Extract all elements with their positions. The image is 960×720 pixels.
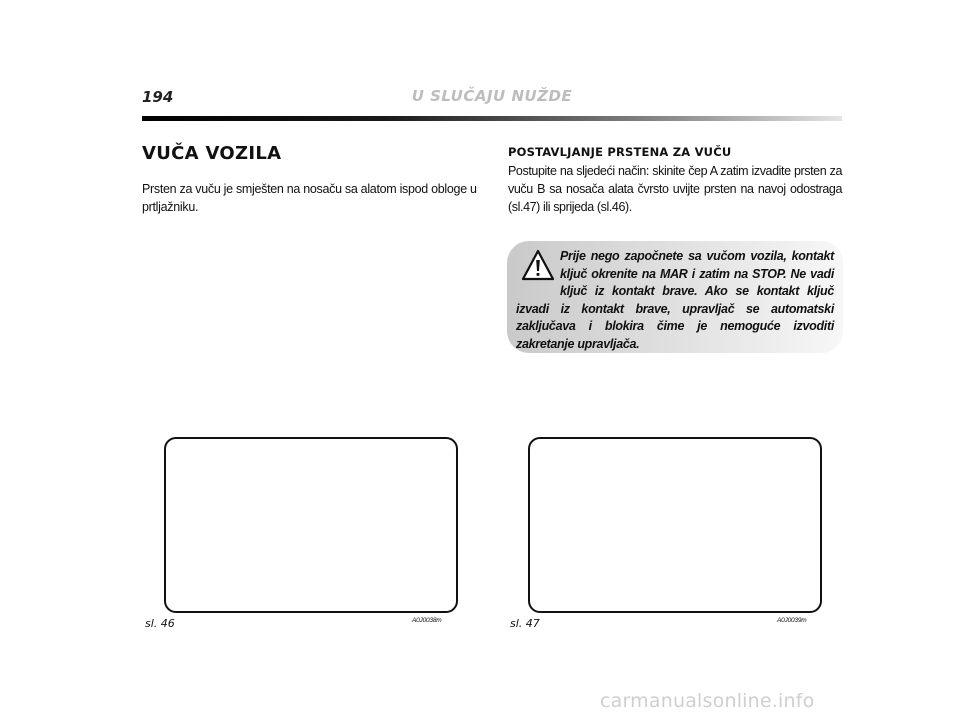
figure-46-code: A0J0038m	[412, 617, 442, 624]
figure-47-frame	[528, 437, 822, 613]
page-number: 194	[142, 88, 174, 106]
heading-towing: VUČA VOZILA	[142, 143, 282, 164]
section-title: U SLUČAJU NUŽDE	[411, 87, 573, 105]
tow-ring-instructions: Postupite na sljedeći način: skinite čep A zatim izvadite prsten za vuču B sa nosača alata čvrsto uvijte prsten na navoj odostraga (sl.47) ili sprijeda (sl.46).	[508, 164, 842, 214]
warning-text-block	[516, 248, 834, 353]
figure-46-frame	[164, 437, 458, 613]
footer-brand-watermark: carmanualsonline.info	[600, 690, 815, 712]
warning-box	[507, 241, 843, 353]
figure-47-code: A0J0039m	[777, 617, 807, 624]
heading-tow-ring-install: POSTAVLJANJE PRSTENA ZA VUČU	[508, 145, 732, 159]
warning-text: Prije nego započnete sa vučom vozila, kontakt ključ okrenite na MAR i zatim na STOP. Ne vadi ključ iz kontakt brave. Ako se kontakt ključ izvadi iz kontakt brave, upravljač se automatski zaključava i blokira čime je nemoguće izvoditi zakretanje upravljača.	[516, 249, 834, 351]
figure-47-label: sl. 47	[510, 617, 540, 630]
header-rule	[142, 116, 842, 121]
towing-intro-text: Prsten za vuču je smješten na nosaču sa alatom ispod obloge u prtljažniku.	[142, 182, 477, 214]
figure-46-label: sl. 46	[145, 617, 175, 630]
